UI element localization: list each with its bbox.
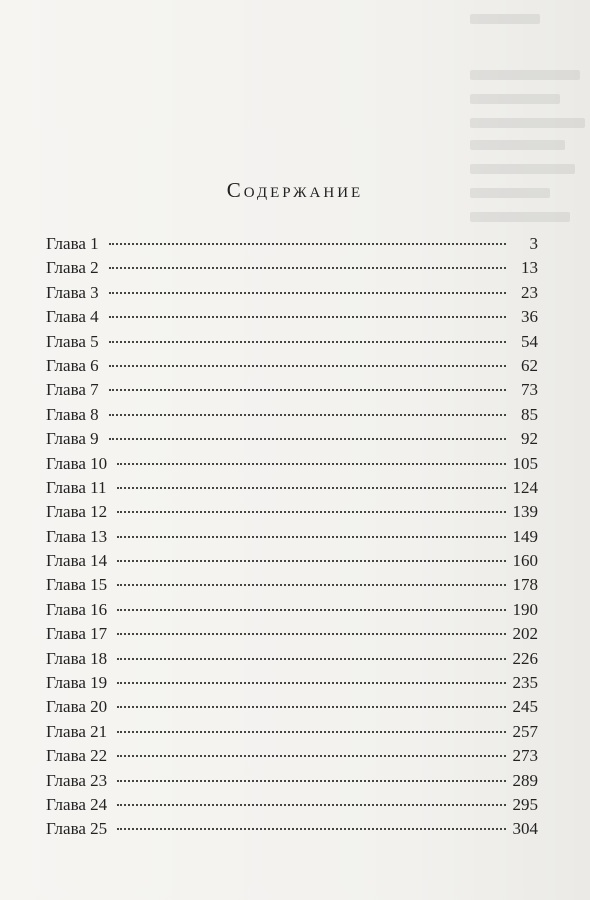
toc-page-number: 178	[512, 575, 538, 595]
toc-page-number: 202	[512, 624, 538, 644]
toc-page-number: 3	[529, 234, 538, 253]
toc-chapter-label: Глава 21	[46, 721, 108, 741]
toc-chapter-label: Глава 7	[46, 380, 99, 400]
toc-entry	[46, 256, 538, 280]
dot-leader	[109, 316, 506, 318]
dot-leader	[117, 804, 506, 806]
toc-entry	[46, 622, 538, 646]
toc-entry	[46, 378, 538, 402]
dot-leader	[117, 609, 506, 611]
toc-entry	[46, 769, 538, 793]
dot-leader	[117, 780, 506, 782]
dot-leader	[117, 463, 506, 465]
toc-page-number: 13	[521, 258, 538, 278]
toc-entry	[46, 817, 538, 841]
toc-entry	[46, 744, 538, 768]
toc-chapter-label: Глава 3	[46, 282, 99, 302]
toc-chapter-label: Глава 5	[46, 331, 99, 351]
dot-leader	[117, 706, 506, 708]
dot-leader	[117, 536, 506, 538]
toc-page-number: 160	[512, 551, 538, 571]
toc-chapter-label: Глава 25	[46, 819, 108, 839]
toc-page-number: 289	[512, 770, 538, 790]
dot-leader	[117, 560, 506, 562]
toc-chapter-label: Глава 18	[46, 648, 108, 668]
toc-chapter-label: Глава 17	[46, 624, 108, 644]
toc-chapter-label: Глава 9	[46, 429, 99, 449]
dot-leader	[117, 755, 506, 757]
toc-page-number: 304	[512, 819, 538, 839]
dot-leader	[109, 243, 506, 245]
toc-chapter-label: Глава 23	[46, 770, 108, 790]
toc-entry	[46, 403, 538, 427]
toc-chapter-label: Глава 2	[46, 258, 99, 278]
toc-entry	[46, 232, 538, 256]
dot-leader	[117, 584, 506, 586]
toc-entry	[46, 549, 538, 573]
toc-page-number: 73	[521, 380, 538, 400]
dot-leader	[109, 292, 506, 294]
dot-leader	[109, 414, 506, 416]
toc-page-number: 273	[512, 746, 538, 766]
toc-entry	[46, 354, 538, 378]
dot-leader	[117, 633, 506, 635]
toc-chapter-label: Глава 1	[46, 234, 99, 253]
toc-entry	[46, 598, 538, 622]
toc-chapter-label: Глава 12	[46, 502, 108, 522]
toc-chapter-label: Глава 20	[46, 697, 108, 717]
dot-leader	[117, 682, 506, 684]
toc-page-number: 257	[512, 721, 538, 741]
toc-entry	[46, 647, 538, 671]
toc-entry	[46, 793, 538, 817]
toc-page-number: 62	[521, 355, 538, 375]
toc-entry	[46, 427, 538, 451]
dot-leader	[109, 341, 506, 343]
toc-entry	[46, 695, 538, 719]
dot-leader	[109, 389, 506, 391]
dot-leader	[117, 511, 506, 513]
toc-page-number: 235	[512, 673, 538, 693]
toc-page-number: 105	[512, 453, 538, 473]
toc-page-number: 149	[512, 526, 538, 546]
toc-chapter-label: Глава 14	[46, 551, 108, 571]
toc-entry	[46, 671, 538, 695]
dot-leader	[109, 438, 506, 440]
dot-leader	[109, 365, 506, 367]
toc-entry	[46, 452, 538, 476]
toc-chapter-label: Глава 22	[46, 746, 108, 766]
toc-entry	[46, 305, 538, 329]
show-through-text	[470, 0, 590, 240]
table-of-contents	[46, 232, 538, 842]
toc-chapter-label: Глава 6	[46, 355, 99, 375]
toc-chapter-label: Глава 11	[46, 477, 107, 497]
toc-page-number: 124	[512, 477, 538, 497]
toc-page-number: 23	[521, 282, 538, 302]
dot-leader	[117, 828, 506, 830]
toc-page-number: 54	[521, 331, 538, 351]
dot-leader	[117, 487, 506, 489]
toc-entry	[46, 476, 538, 500]
toc-page-number: 226	[512, 648, 538, 668]
toc-page-number: 92	[521, 429, 538, 449]
toc-page-number: 139	[512, 502, 538, 522]
toc-chapter-label: Глава 13	[46, 526, 108, 546]
toc-chapter-label: Глава 10	[46, 453, 108, 473]
dot-leader	[117, 731, 506, 733]
toc-entry	[46, 525, 538, 549]
dot-leader	[117, 658, 506, 660]
toc-chapter-label: Глава 24	[46, 794, 108, 814]
toc-page-number: 85	[521, 404, 538, 424]
toc-entry	[46, 330, 538, 354]
toc-page-number: 36	[521, 307, 538, 327]
dot-leader	[109, 267, 506, 269]
toc-chapter-label: Глава 8	[46, 404, 99, 424]
toc-chapter-label: Глава 19	[46, 673, 108, 693]
toc-entry	[46, 281, 538, 305]
toc-entry	[46, 720, 538, 744]
toc-entry	[46, 500, 538, 524]
toc-page-number: 295	[512, 794, 538, 814]
toc-chapter-label: Глава 16	[46, 599, 108, 619]
toc-entry	[46, 573, 538, 597]
page-title: Содержание	[226, 178, 364, 202]
toc-page-number: 245	[512, 697, 538, 717]
toc-page-number: 190	[512, 599, 538, 619]
toc-chapter-label: Глава 15	[46, 575, 108, 595]
toc-chapter-label: Глава 4	[46, 307, 99, 327]
